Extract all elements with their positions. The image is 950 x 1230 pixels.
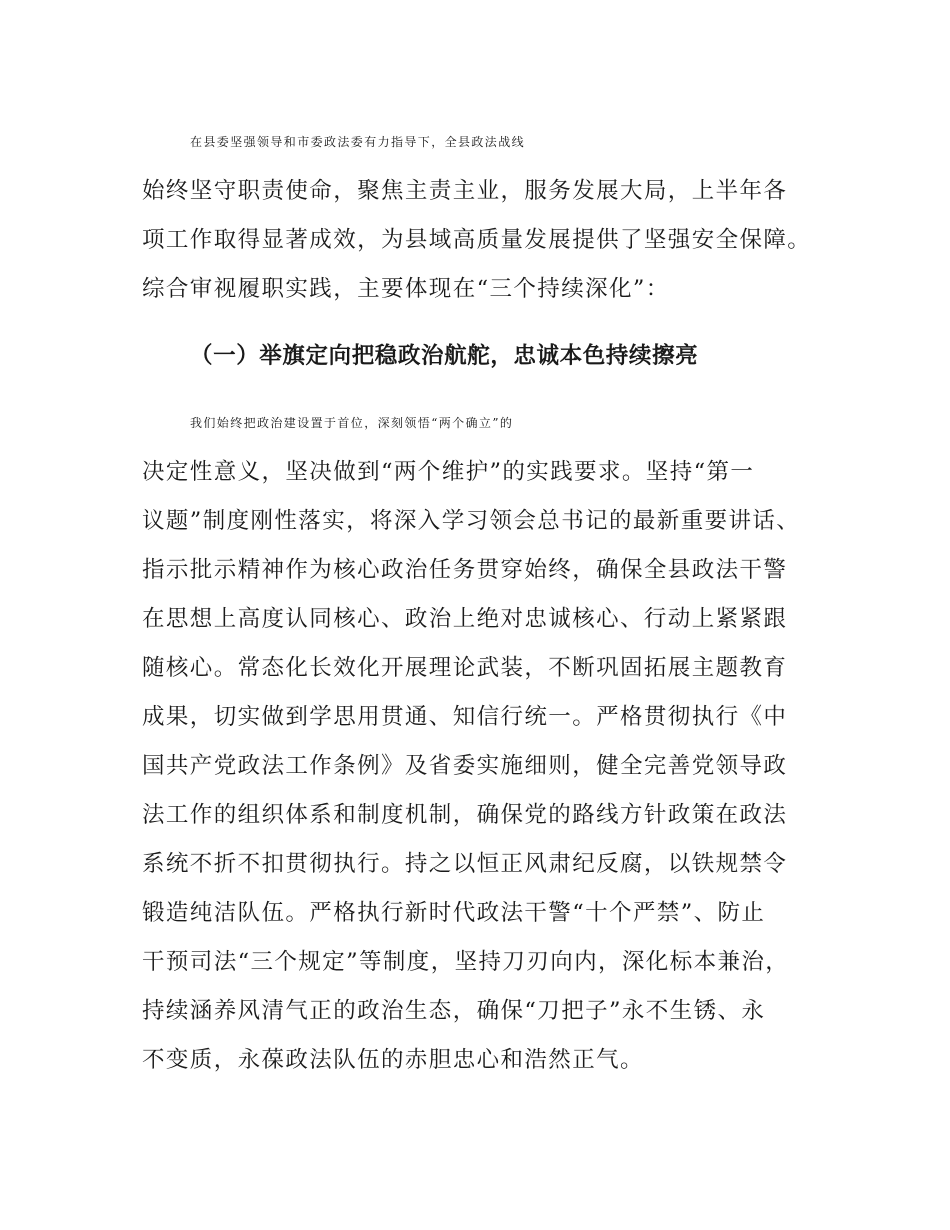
intro-paragraph-line: 在县委坚强领导和市委政法委有力指导下，全县政法战线	[190, 135, 526, 149]
body-paragraph-line: 指示批示精神作为核心政治任务贯穿始终，确保全县政法干警	[142, 557, 788, 583]
body-paragraph-line: 持续涵养风清气正的政治生态，确保“刀把子”永不生锈、永	[142, 998, 766, 1024]
body-paragraph-line: 锻造纯洁队伍。严格执行新时代政法干警“十个严禁”、防止	[142, 900, 766, 926]
intro-paragraph-line: 综合审视履职实践，主要体现在“三个持续深化”：	[142, 276, 670, 302]
intro-paragraph-line: 项工作取得显著成效，为县域高质量发展提供了坚强安全保障。	[142, 227, 812, 253]
intro-paragraph-line: 始终坚守职责使命，聚焦主责主业，服务发展大局，上半年各	[142, 178, 788, 204]
body-paragraph-line: 成果，切实做到学思用贯通、知信行统一。严格贯彻执行《中	[142, 704, 788, 730]
body-paragraph-line: 决定性意义，坚决做到“两个维护”的实践要求。坚持“第一	[142, 459, 755, 485]
body-paragraph-line: 随核心。常态化长效化开展理论武装，不断巩固拓展主题教育	[142, 655, 788, 681]
body-paragraph-line: 我们始终把政治建设置于首位，深刻领悟“两个确立”的	[190, 416, 514, 430]
body-paragraph-line: 不变质，永葆政法队伍的赤胆忠心和浩然正气。	[142, 1047, 644, 1073]
body-paragraph-line: 系统不折不扣贯彻执行。持之以恒正风肃纪反腐，以铁规禁令	[142, 851, 788, 877]
body-paragraph-line: 国共产党政法工作条例》及省委实施细则，健全完善党领导政	[142, 753, 788, 779]
body-paragraph-line: 法工作的组织体系和制度机制，确保党的路线方针政策在政法	[142, 802, 788, 828]
section-heading: （一）举旗定向把稳政治航舵，忠诚本色持续擦亮	[190, 343, 699, 369]
body-paragraph-line: 议题”制度刚性落实，将深入学习领会总书记的最新重要讲话、	[142, 508, 801, 534]
body-paragraph-line: 在思想上高度认同核心、政治上绝对忠诚核心、行动上紧紧跟	[142, 606, 788, 632]
body-paragraph-line: 干预司法“三个规定”等制度，坚持刀刃向内，深化标本兼治，	[142, 949, 790, 975]
